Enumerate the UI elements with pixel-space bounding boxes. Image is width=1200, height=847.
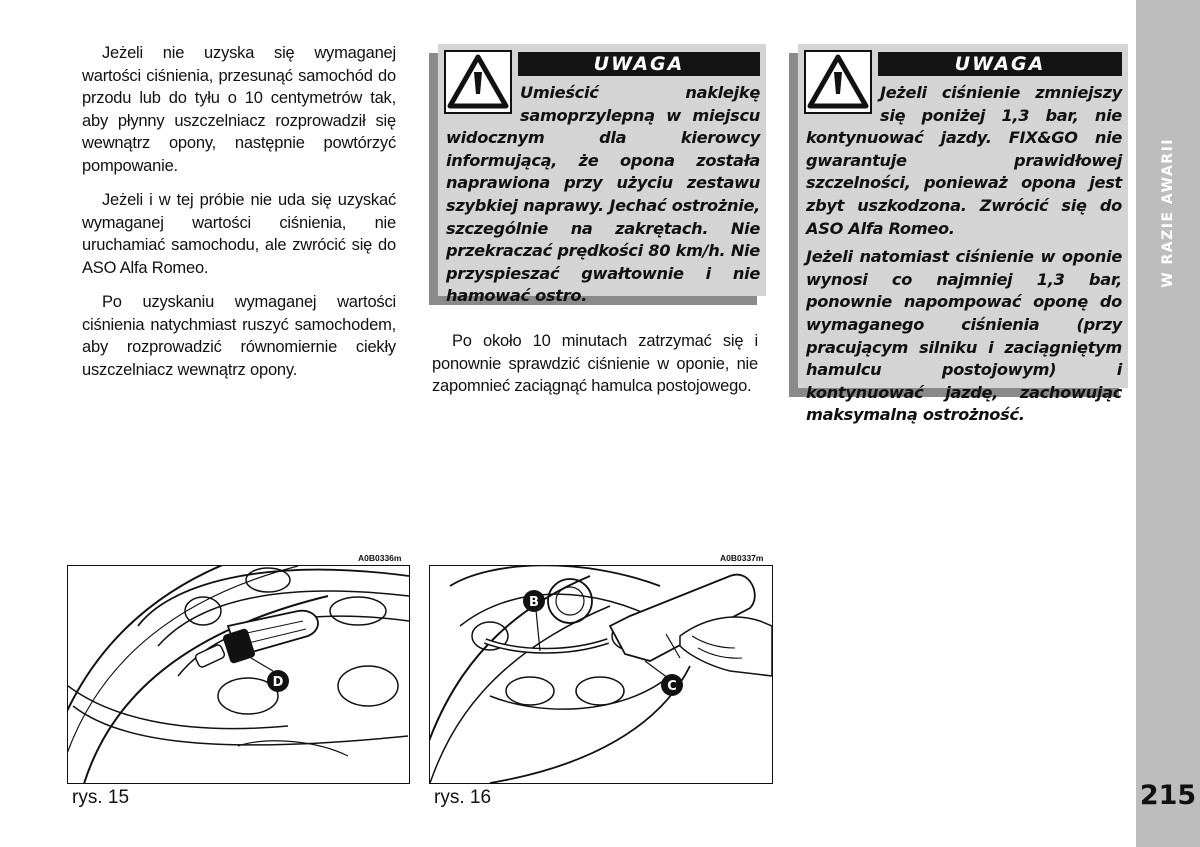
page-number: 215 bbox=[1139, 780, 1197, 811]
figure-label: C bbox=[667, 679, 677, 694]
warning-paragraph-1: Jeżeli ciśnienie zmniejszy się poniżej 1,3 bar, nie kontynuować jazdy. FIX&GO nie gwarantuje prawidłowej szczelności, ponieważ opona jest zbyt uszkodzona. Zwrócić się do ASO Alfa Romeo. bbox=[806, 83, 1122, 238]
figure-caption: rys. 16 bbox=[434, 787, 492, 808]
warning-box-right bbox=[798, 44, 1128, 425]
figure-code: A0B0337m bbox=[720, 553, 764, 563]
warning-paragraph: Umieścić naklejkę samoprzylepną w miejscu widocznym dla kierowcy informującą, że opona została naprawiona przy użyciu zestawu szybkiej naprawy. Jechać ostrożnie, szczególnie na zakrętach. Nie przekraczać prędkości 80 km/h. Nie przyspieszać gwałtownie i nie hamować ostro. bbox=[446, 83, 760, 306]
paragraph-3: Po uzyskaniu wymaganej wartości ciśnienia natychmiast ruszyć samochodem, aby rozprowadzić równomiernie ciekły uszczelniacz wewnątrz opony. bbox=[82, 293, 396, 379]
figure-15-illustration bbox=[67, 565, 410, 784]
warning-title: UWAGA bbox=[878, 52, 1122, 76]
left-text-column bbox=[82, 42, 396, 393]
figure-label: D bbox=[272, 675, 284, 690]
paragraph-2: Jeżeli i w tej próbie nie uda się uzyskać wymaganej wartości ciśnienia, nie uruchamiać samochodu, ale zwrócić się do ASO Alfa Romeo. bbox=[82, 191, 396, 277]
sealant-bottle-illustration bbox=[430, 566, 772, 783]
wheel-valve-illustration bbox=[68, 566, 409, 783]
warning-title: UWAGA bbox=[518, 52, 760, 76]
figure-label: B bbox=[529, 595, 539, 610]
figure-code: A0B0336m bbox=[358, 553, 402, 563]
warning-box-left bbox=[438, 44, 766, 306]
section-tab bbox=[1136, 0, 1200, 847]
warning-text bbox=[446, 82, 760, 314]
paragraph-1: Jeżeli nie uzyska się wymaganej wartości ciśnienia, przesunąć samochód do przodu lub do tyłu o 10 centymetrów tak, aby płynny uszczelniacz rozprowadził się wewnątrz opony, następnie powtórzyć pompowanie. bbox=[82, 44, 396, 175]
middle-text-column bbox=[432, 330, 758, 410]
section-title: W RAZIE AWARII bbox=[1160, 138, 1176, 288]
warning-paragraph-2: Jeżeli natomiast ciśnienie w oponie wynosi co najmniej 1,3 bar, ponownie napompować oponę do wymaganego ciśnienia (przy pracującym silniku i zaciągniętym hamulcu postojowym) i kontynuować jazdę, zachowując maksymalną ostrożność. bbox=[806, 247, 1122, 425]
paragraph-4: Po około 10 minutach zatrzymać się i ponownie sprawdzić ciśnienie w oponie, nie zapomnieć zaciągnąć hamulca postojowego. bbox=[432, 332, 758, 395]
warning-text bbox=[806, 82, 1122, 433]
figure-caption: rys. 15 bbox=[72, 787, 130, 808]
figure-16-illustration bbox=[429, 565, 773, 784]
